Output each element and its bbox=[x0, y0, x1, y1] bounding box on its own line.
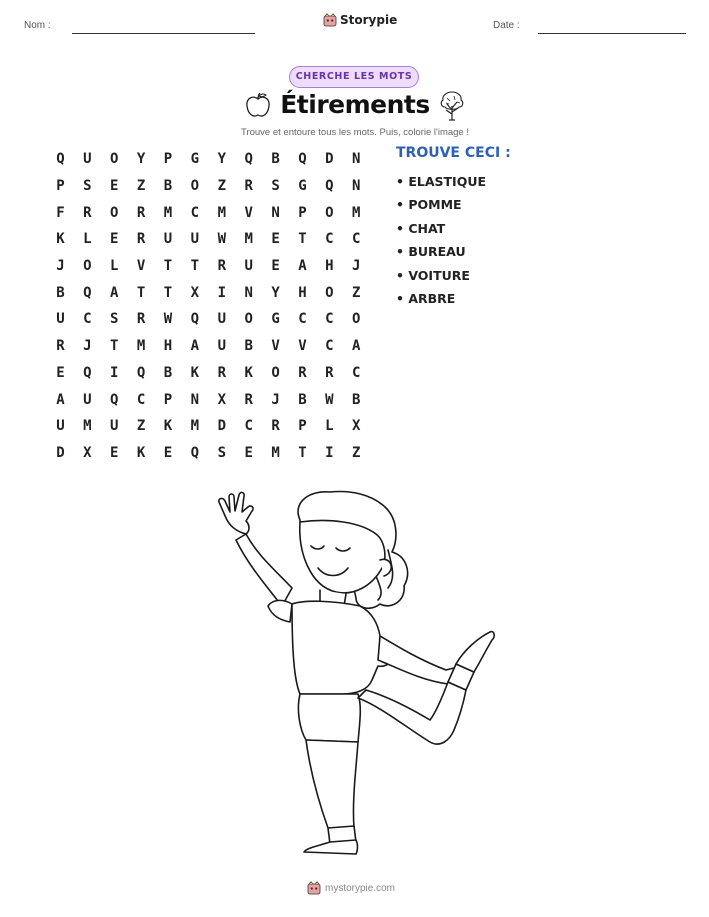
grid-letter: T bbox=[110, 338, 119, 355]
instructions: Trouve et entoure tous les mots. Puis, colorie l'image ! bbox=[241, 127, 469, 138]
grid-letter: V bbox=[298, 338, 307, 355]
grid-letter: R bbox=[217, 364, 226, 381]
footer-url: mystorypie.com bbox=[325, 882, 396, 894]
grid-letter: C bbox=[190, 204, 200, 221]
grid-letter: E bbox=[244, 444, 253, 461]
grid-letter: G bbox=[298, 178, 307, 195]
grid-letter: T bbox=[163, 284, 173, 301]
grid-letter: O bbox=[110, 151, 119, 168]
grid-letter: C bbox=[325, 311, 334, 328]
grid-letter: M bbox=[83, 418, 92, 435]
grid-letter: R bbox=[56, 338, 65, 355]
grid-letter: U bbox=[56, 418, 65, 435]
grid-letter: Z bbox=[352, 444, 361, 461]
grid-letter: O bbox=[83, 258, 92, 275]
grid-letter: D bbox=[217, 418, 226, 435]
grid-letter: X bbox=[352, 418, 361, 435]
word-list bbox=[396, 170, 486, 310]
grid-letter: F bbox=[56, 204, 65, 221]
word-list-item: • ARBRE bbox=[396, 290, 456, 306]
name-line bbox=[72, 33, 255, 34]
grid-letter: J bbox=[83, 338, 92, 355]
storypie-logo-icon bbox=[307, 881, 321, 895]
grid-letter: V bbox=[271, 338, 280, 355]
grid-letter: Y bbox=[271, 284, 280, 301]
grid-letter: U bbox=[110, 418, 119, 435]
grid-letter: D bbox=[56, 444, 65, 461]
grid-letter: L bbox=[110, 258, 119, 275]
grid-letter: P bbox=[298, 204, 307, 221]
grid-letter: E bbox=[110, 178, 119, 195]
grid-letter: J bbox=[56, 258, 65, 275]
grid-letter: Q bbox=[325, 178, 334, 195]
grid-letter: B bbox=[56, 284, 65, 301]
grid-letter: U bbox=[217, 311, 226, 328]
grid-letter: S bbox=[83, 178, 92, 195]
date-line bbox=[538, 33, 686, 34]
grid-letter: K bbox=[56, 231, 65, 248]
grid-letter: E bbox=[56, 364, 65, 381]
grid-letter: A bbox=[56, 391, 65, 408]
grid-letter: T bbox=[163, 258, 173, 275]
grid-letter: E bbox=[271, 231, 280, 248]
grid-letter: S bbox=[271, 178, 280, 195]
grid-letter: I bbox=[325, 444, 334, 461]
grid-letter: H bbox=[325, 258, 334, 275]
grid-letter: L bbox=[325, 418, 334, 435]
grid-letter: R bbox=[325, 364, 334, 381]
grid-letter: Q bbox=[190, 444, 200, 461]
grid-letter: G bbox=[271, 311, 280, 328]
grid-letter: O bbox=[325, 204, 334, 221]
word-search-grid bbox=[47, 146, 370, 466]
grid-letter: K bbox=[244, 364, 253, 381]
grid-letter: C bbox=[325, 231, 334, 248]
grid-letter: N bbox=[244, 284, 253, 301]
word-list-item: • VOITURE bbox=[396, 267, 470, 283]
grid-letter: Q bbox=[136, 364, 146, 381]
word-list-item: • BUREAU bbox=[396, 244, 466, 260]
grid-letter: C bbox=[244, 418, 253, 435]
grid-letter: O bbox=[110, 204, 119, 221]
grid-letter: M bbox=[217, 204, 226, 221]
grid-letter: M bbox=[271, 444, 280, 461]
grid-letter: Y bbox=[217, 151, 226, 168]
grid-letter: Q bbox=[244, 151, 253, 168]
grid-letter: A bbox=[298, 258, 307, 275]
grid-letter: M bbox=[244, 231, 253, 248]
grid-letter: T bbox=[190, 258, 200, 275]
name-label: Nom : bbox=[24, 20, 51, 31]
grid-letter: P bbox=[163, 391, 173, 408]
grid-letter: E bbox=[271, 258, 280, 275]
grid-letter: B bbox=[163, 178, 173, 195]
tree-icon bbox=[437, 90, 467, 122]
grid-letter: Q bbox=[190, 311, 200, 328]
grid-letter: M bbox=[352, 204, 361, 221]
grid-letter: P bbox=[298, 418, 307, 435]
word-list-item: • ELASTIQUE bbox=[396, 174, 487, 189]
grid-letter: S bbox=[110, 311, 119, 328]
grid-letter: G bbox=[190, 151, 200, 168]
grid-letter: A bbox=[110, 284, 119, 301]
grid-letter: K bbox=[190, 364, 200, 381]
grid-letter: J bbox=[352, 258, 361, 275]
grid-letter: U bbox=[244, 258, 253, 275]
page-title: Étirements bbox=[280, 90, 430, 119]
grid-letter: V bbox=[244, 204, 253, 221]
grid-letter: I bbox=[217, 284, 226, 301]
grid-letter: U bbox=[190, 231, 200, 248]
grid-letter: R bbox=[83, 204, 92, 221]
apple-icon bbox=[243, 90, 273, 120]
grid-letter: Z bbox=[136, 178, 146, 195]
grid-letter: C bbox=[298, 311, 307, 328]
grid-letter: Z bbox=[217, 178, 226, 195]
grid-letter: O bbox=[244, 311, 253, 328]
grid-letter: B bbox=[352, 391, 361, 408]
brand-name: Storypie bbox=[340, 13, 398, 27]
grid-letter: R bbox=[298, 364, 307, 381]
grid-letter: T bbox=[298, 444, 307, 461]
grid-letter: O bbox=[271, 364, 280, 381]
grid-letter: C bbox=[352, 231, 361, 248]
grid-letter: Q bbox=[83, 364, 92, 381]
grid-letter: E bbox=[110, 444, 119, 461]
grid-letter: O bbox=[190, 178, 200, 195]
grid-letter: T bbox=[298, 231, 307, 248]
grid-letter: Q bbox=[298, 151, 307, 168]
grid-letter: J bbox=[271, 391, 280, 408]
word-list-item: • CHAT bbox=[396, 220, 446, 236]
grid-letter: U bbox=[217, 338, 226, 355]
grid-letter: R bbox=[136, 311, 146, 328]
grid-letter: L bbox=[83, 231, 92, 248]
grid-letter: B bbox=[163, 364, 173, 381]
grid-letter: W bbox=[163, 311, 173, 328]
word-list-title: TROUVE CECI : bbox=[396, 145, 511, 161]
grid-letter: K bbox=[163, 418, 173, 435]
grid-letter: B bbox=[298, 391, 307, 408]
storypie-logo-icon bbox=[323, 13, 337, 27]
grid-letter: Q bbox=[83, 284, 92, 301]
grid-letter: A bbox=[352, 338, 361, 355]
grid-letter: T bbox=[136, 284, 146, 301]
grid-letter: N bbox=[352, 151, 361, 168]
grid-letter: Y bbox=[136, 151, 146, 168]
category-badge: CHERCHE LES MOTS bbox=[289, 66, 419, 88]
grid-letter: P bbox=[163, 151, 173, 168]
grid-letter: I bbox=[110, 364, 119, 381]
grid-letter: P bbox=[56, 178, 65, 195]
grid-letter: V bbox=[136, 258, 146, 275]
grid-letter: E bbox=[110, 231, 119, 248]
grid-letter: U bbox=[83, 391, 92, 408]
grid-letter: N bbox=[352, 178, 361, 195]
grid-letter: R bbox=[136, 231, 146, 248]
grid-letter: M bbox=[190, 418, 200, 435]
grid-letter: S bbox=[217, 444, 226, 461]
grid-letter: X bbox=[217, 391, 226, 408]
grid-letter: Q bbox=[56, 151, 65, 168]
grid-letter: C bbox=[136, 391, 146, 408]
coloring-illustration bbox=[205, 488, 505, 858]
footer bbox=[307, 881, 395, 895]
grid-letter: X bbox=[83, 444, 92, 461]
grid-letter: C bbox=[352, 364, 361, 381]
grid-letter: R bbox=[136, 204, 146, 221]
grid-letter: R bbox=[271, 418, 280, 435]
grid-letter: C bbox=[83, 311, 92, 328]
grid-letter: Z bbox=[352, 284, 361, 301]
grid-letter: D bbox=[325, 151, 334, 168]
grid-letter: B bbox=[271, 151, 280, 168]
grid-letter: C bbox=[325, 338, 334, 355]
grid-letter: R bbox=[244, 391, 253, 408]
grid-letter: R bbox=[244, 178, 253, 195]
grid-letter: H bbox=[298, 284, 307, 301]
grid-letter: R bbox=[217, 258, 226, 275]
date-label: Date : bbox=[493, 20, 520, 31]
word-list-item: • POMME bbox=[396, 197, 462, 213]
grid-letter: A bbox=[190, 338, 200, 355]
grid-letter: W bbox=[217, 231, 226, 248]
grid-letter: M bbox=[163, 204, 173, 221]
grid-letter: U bbox=[83, 151, 92, 168]
grid-letter: B bbox=[244, 338, 253, 355]
grid-letter: U bbox=[56, 311, 65, 328]
grid-letter: N bbox=[190, 391, 200, 408]
grid-letter: Q bbox=[110, 391, 119, 408]
grid-letter: H bbox=[163, 338, 173, 355]
grid-letter: E bbox=[163, 444, 173, 461]
grid-letter: K bbox=[136, 444, 146, 461]
grid-letter: W bbox=[325, 391, 334, 408]
grid-letter: O bbox=[325, 284, 334, 301]
grid-letter: X bbox=[190, 284, 200, 301]
grid-letter: O bbox=[352, 311, 361, 328]
grid-letter: U bbox=[163, 231, 173, 248]
grid-letter: N bbox=[271, 204, 280, 221]
grid-letter: Z bbox=[136, 418, 146, 435]
brand bbox=[323, 13, 397, 27]
grid-letter: M bbox=[136, 338, 146, 355]
